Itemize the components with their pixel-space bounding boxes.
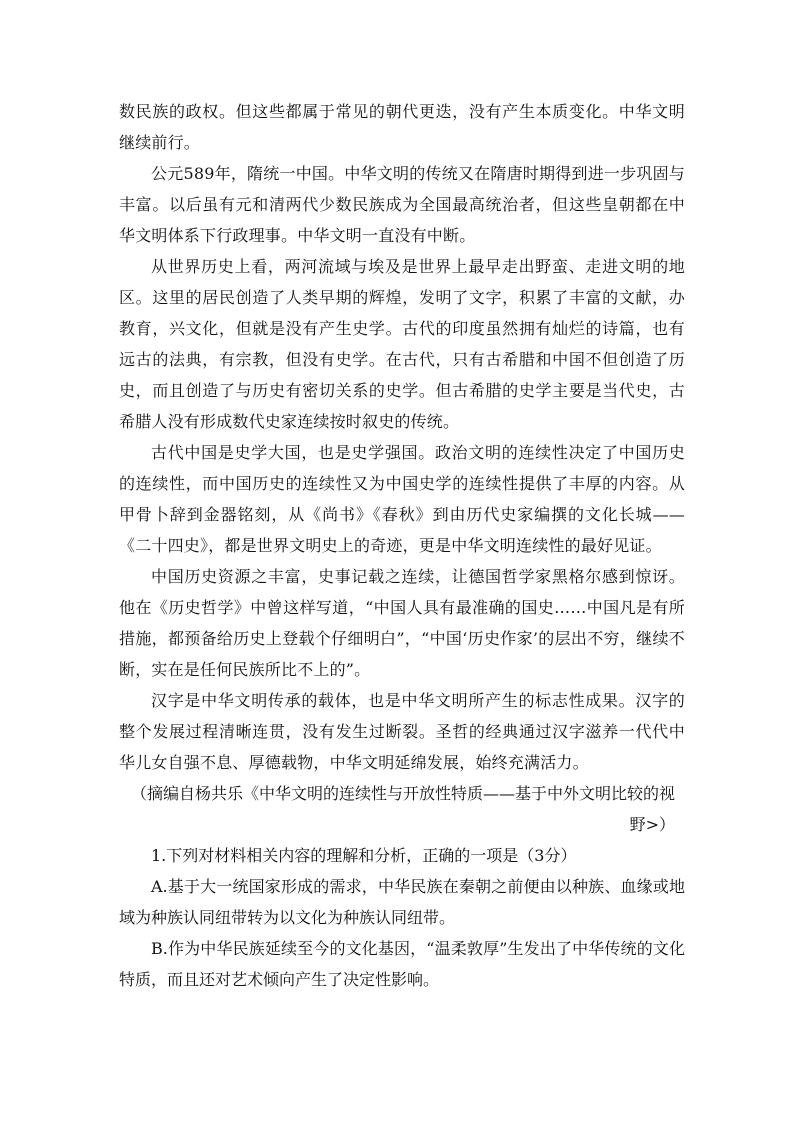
paragraph-world-history: 从世界历史上看，两河流域与埃及是世界上最早走出野蛮、走进文明的地区。这里的居民创造了人类早期的辉煌，发明了文字，积累了丰富的文献，办教育，兴文化，但就是没有产生史学。古代的印度虽然拥有灿烂的诗篇，也有远古的法典，有宗教，但没有史学。在古代，只有古希腊和中国不但创造了历史，而且创造了与历史有密切关系的史学。但古希腊的史学主要是当代史，古希腊人没有形成数代史家连续按时叙史的传统。 [119, 257, 685, 431]
question-1-option-b: B.作为中华民族延续至今的文化基因，“温柔敦厚”生发出了中华传统的文化特质，而且还对艺术倾向产生了决定性影响。 [119, 939, 685, 989]
document-page [119, 96, 685, 995]
source-citation: （摘编自杨共乐《中华文明的连续性与开放性特质——基于中外文明比较的视野>） [130, 784, 675, 834]
paragraph-sui-unification: 公元589年，隋统一中国。中华文明的传统又在隋唐时期得到进一步巩固与丰富。以后虽有元和清两代少数民族成为全国最高统治者，但这些皇朝都在中华文明体系下行政理事。中华文明一直没有中断。 [119, 164, 685, 245]
question-1-option-a: A.基于大一统国家形成的需求，中华民族在秦朝之前便由以种族、血缘或地域为种族认同纽带转为以文化为种族认同纽带。 [119, 877, 685, 927]
paragraph-chinese-characters: 汉字是中华文明传承的载体，也是中华文明所产生的标志性成果。汉字的整个发展过程清晰连贯，没有发生过断裂。圣哲的经典通过汉字滋养一代代中华儿女自强不息、厚德载物，中华文明延绵发展，始终充满活力。 [119, 691, 685, 772]
paragraph-hegel: 中国历史资源之丰富，史事记载之连续，让德国哲学家黑格尔感到惊讶。他在《历史哲学》中曾这样写道，“中国人具有最准确的国史……中国凡是有所措施，都预备给历史上登载个仔细明白”，“中国‘历史作家’的层出不穷，继续不断，实在是任何民族所比不上的”。 [119, 567, 685, 679]
paragraph-continuation: 数民族的政权。但这些都属于常见的朝代更迭，没有产生本质变化。中华文明继续前行。 [119, 102, 685, 152]
paragraph-historiography: 古代中国是史学大国，也是史学强国。政治文明的连续性决定了中国历史的连续性，而中国历史的连续性又为中国史学的连续性提供了丰厚的内容。从甲骨卜辞到金器铭刻，从《尚书》《春秋》到由历代史家编撰的文化长城——《二十四史》，都是世界文明史上的奇迹，更是中华文明连续性的最好见证。 [119, 443, 685, 555]
question-1-stem: 1.下列对材料相关内容的理解和分析，正确的一项是（3分） [151, 846, 577, 865]
